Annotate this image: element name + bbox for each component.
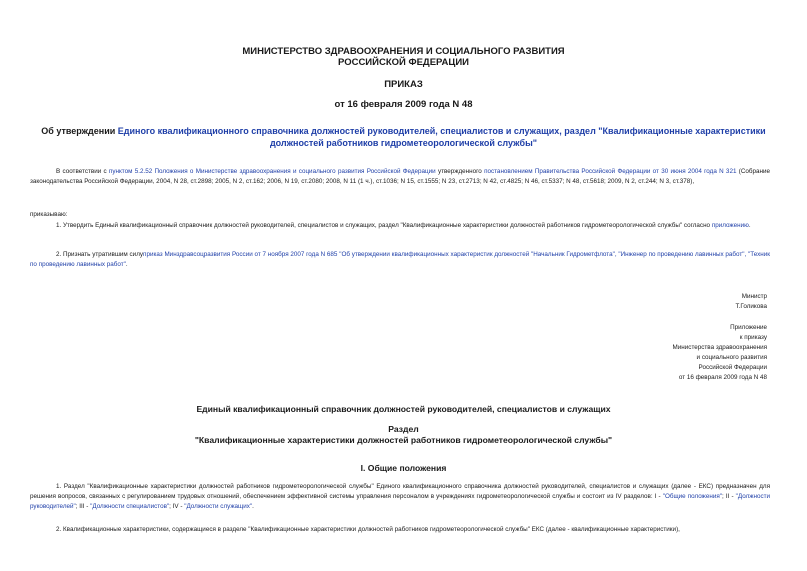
item-2-end: . <box>125 261 128 268</box>
appendix-line-2: к приказу <box>739 334 767 341</box>
paragraph-1-text: 1. Раздел "Квалификационные характеристики должностей работников гидрометеорологической службы" Единого квалификационного справочника должностей руководителей, специалистов и служащих (далее - ЕКС) предназначен для решения вопросов, связанных с регулированием трудовых отношений, обеспечением эффективной системы управления персоналом в учреждениях гидрометеорологической службы и состоит из IV разделов: I - <box>30 483 770 500</box>
general-provisions-link[interactable]: "Общие положения" <box>662 493 723 500</box>
item-1-text: 1. Утвердить Единый квалификационный справочник должностей руководителей, специалистов и служащих, раздел "Квалификационные характеристики должностей работников гидрометеорологической службы" согласно <box>56 222 712 229</box>
appendix-line-3: Министерства здравоохранения <box>672 344 767 351</box>
regulation-link[interactable]: пунктом 5.2.52 Положения о Министерстве здравоохранения и социального развития Российской Федерации <box>108 168 436 175</box>
separator-1: ; II - <box>722 493 736 500</box>
ministry-line-1: МИНИСТЕРСТВО ЗДРАВООХРАНЕНИЯ И СОЦИАЛЬНОГО РАЗВИТИЯ <box>242 46 565 57</box>
preamble-text-2: утвержденного <box>435 168 485 175</box>
appendix-line-6: от 16 февраля 2009 года N 48 <box>678 374 767 381</box>
preamble-text-3: (Собрание законодательства Российской Федерации, 2004, N 28, ст.2898; 2005, N 2, ст.162; 2006, N 19, ст.2080; 2008, N 11 (1 ч.), ст.1036; N 15, ст.1555; N 23, ст.2713; N 42, ст.4825; N 46, ст.5337; N 48, ст.5618; 2009, N 2, ст.244; N 3, ст.378), <box>30 168 770 185</box>
repealed-order-link[interactable]: приказ Минздравсоцразвития России от 7 ноября 2007 года N 685 "Об утверждении квалификационных характеристик должностей "Начальник Гидрометфлота", "Инженер по проведению лавинных работ", "Техник по проведению лавинных работ" <box>30 251 770 268</box>
document-type: ПРИКАЗ <box>384 79 423 90</box>
preamble-text-1: В соответствии с <box>56 168 109 175</box>
preamble-paragraph <box>30 167 770 187</box>
specialists-positions-link[interactable]: "Должности специалистов" <box>90 503 170 510</box>
chapter-heading: I. Общие положения <box>360 463 447 473</box>
appendix-link[interactable]: приложению <box>711 222 749 229</box>
paragraph-1 <box>30 482 770 512</box>
order-item-2 <box>30 250 770 270</box>
ministry-line-2: РОССИЙСКОЙ ФЕДЕРАЦИИ <box>337 57 469 68</box>
separator-3: ; IV - <box>169 503 185 510</box>
item-1-end: . <box>748 222 751 229</box>
signature-name: Т.Голикова <box>735 303 767 310</box>
paragraph-1-end: . <box>252 503 254 510</box>
orders-label: приказываю: <box>30 211 68 218</box>
managers-positions-link[interactable]: "Должности руководителей" <box>30 493 770 510</box>
handbook-heading: Единый квалификационный справочник должностей руководителей, специалистов и служащих <box>196 404 611 414</box>
paragraph-2: 2. Квалификационные характеристики, содержащиеся в разделе "Квалификационные характеристики должностей работников гидрометеорологической службы" ЕКС (далее - квалификационные характеристики), <box>56 526 680 533</box>
document-title <box>28 125 779 149</box>
appendix-line-1: Приложение <box>730 324 767 331</box>
title-link[interactable]: Единого квалификационного справочника должностей руководителей, специалистов и служащих, раздел "Квалификационные характеристики должностей работников гидрометеорологической службы" <box>117 126 766 148</box>
appendix-line-5: Российской Федерации <box>698 364 767 371</box>
decree-link[interactable]: постановлением Правительства Российской Федерации от 30 июня 2004 года N 321 <box>484 168 737 175</box>
order-item-1 <box>30 221 770 231</box>
item-2-text: 2. Признать утратившим силу <box>56 251 144 258</box>
signature-position: Министр <box>741 293 767 300</box>
section-label: Раздел <box>388 424 419 434</box>
document-date: от 16 февраля 2009 года N 48 <box>334 99 473 110</box>
separator-2: ; III - <box>75 503 91 510</box>
section-name: "Квалификационные характеристики должностей работников гидрометеорологической службы" <box>194 435 613 445</box>
appendix-line-4: и социального развития <box>696 354 767 361</box>
employees-positions-link[interactable]: "Должности служащих" <box>184 503 253 510</box>
title-prefix: Об утверждении <box>41 126 118 136</box>
